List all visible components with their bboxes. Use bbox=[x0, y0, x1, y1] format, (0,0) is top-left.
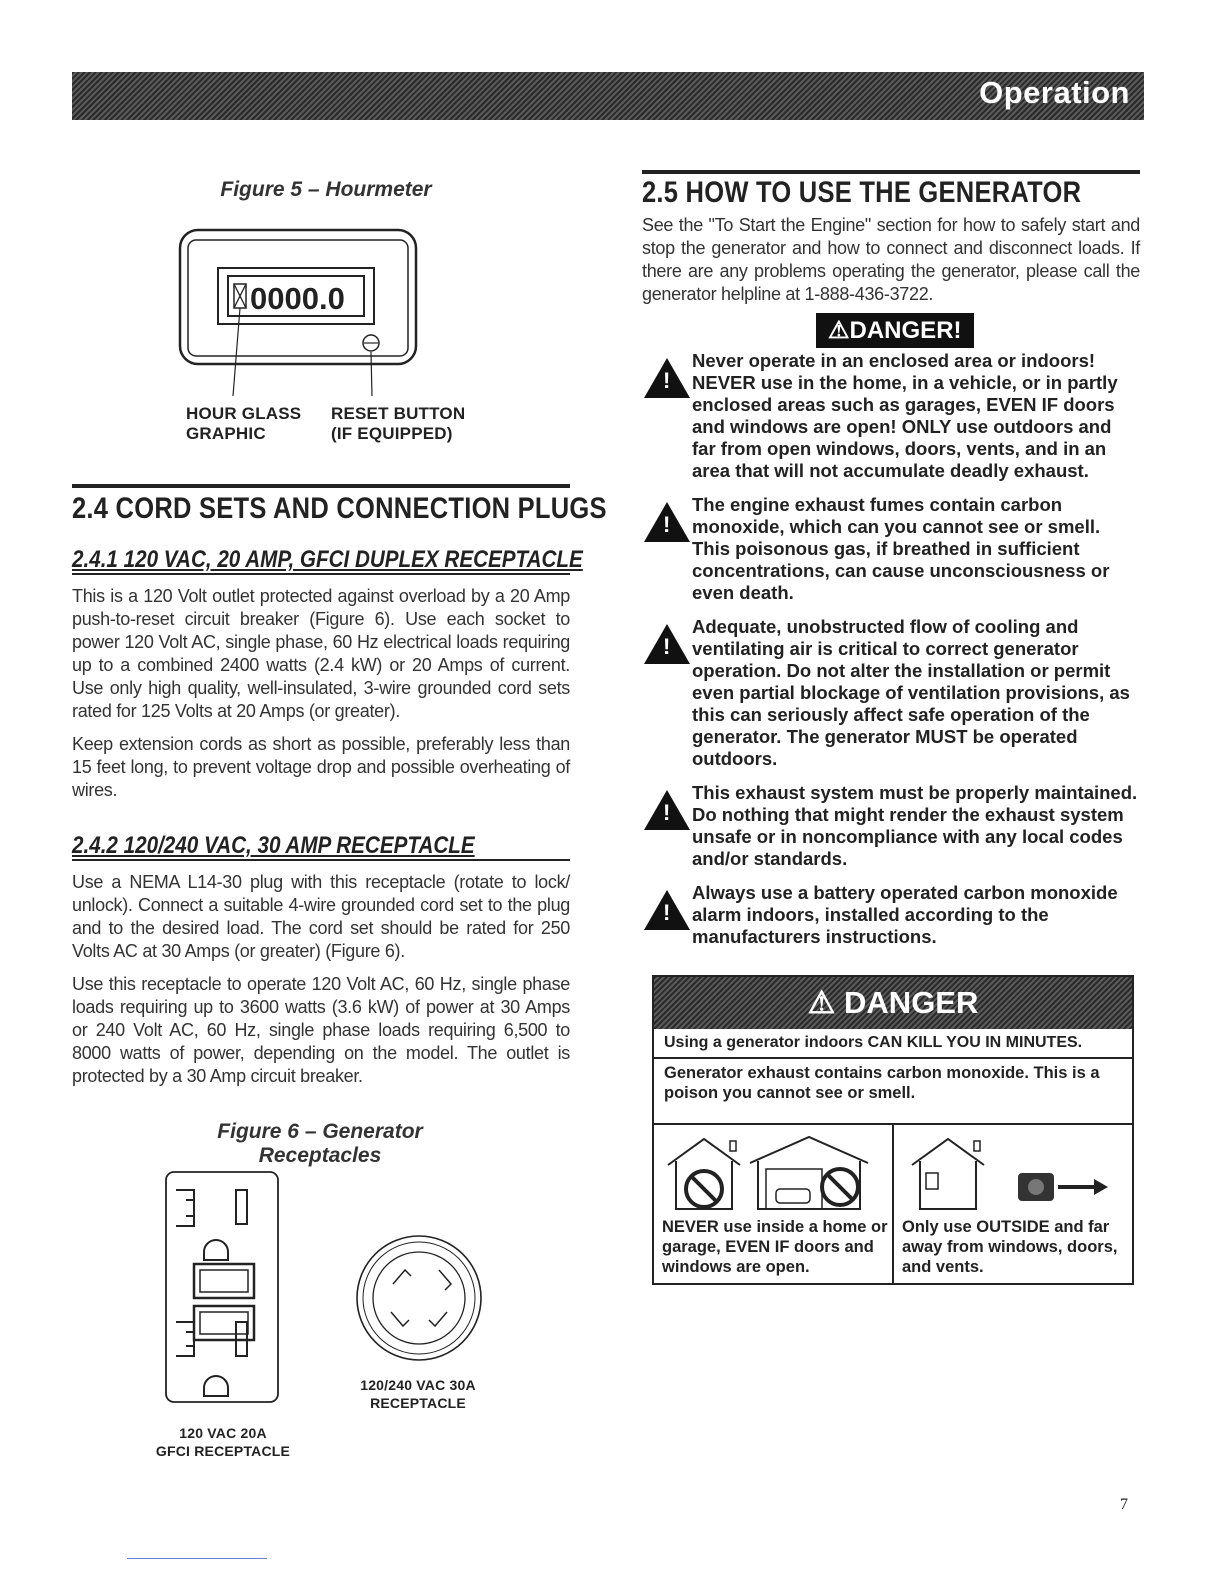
subsection-2-4-1-title: 2.4.1 120 VAC, 20 AMP, GFCI DUPLEX RECEPTACLE bbox=[72, 546, 583, 573]
section-2-5-rule bbox=[642, 170, 1140, 174]
danger-signal-label: ⚠DANGER! bbox=[816, 313, 974, 348]
subsection-2-4-1-rule bbox=[72, 573, 570, 575]
page-number: 7 bbox=[1120, 1496, 1128, 1513]
danger-box-header: ⚠ DANGER bbox=[654, 977, 1132, 1029]
warning-triangle-icon: ! bbox=[644, 624, 690, 664]
warning-triangle-icon: ! bbox=[644, 358, 690, 398]
warning-item: ! Never operate in an enclosed area or indoors! NEVER use in the home, in a vehicle, or in partly enclosed areas such as garages, EVEN IF doors and windows are open! ONLY use outdoors and far from open windows, doors, vents, and in an area that will not accumulate deadly exhaust. bbox=[644, 350, 1140, 482]
never-inside-text: NEVER use inside a home or garage, EVEN IF doors and windows are open. bbox=[662, 1218, 888, 1276]
hourmeter-display: 0000.0 bbox=[250, 281, 345, 316]
section-2-4-title: 2.4 CORD SETS AND CONNECTION PLUGS bbox=[72, 492, 607, 525]
twistlock-receptacle-illustration bbox=[353, 1232, 485, 1364]
warning-list bbox=[644, 350, 1140, 960]
reset-button-label: RESET BUTTON (IF EQUIPPED) bbox=[331, 404, 466, 443]
warning-triangle-icon: ⚠ bbox=[828, 317, 850, 344]
header-bar bbox=[72, 72, 1144, 120]
paragraph: Keep extension cords as short as possible, preferably less than 15 feet long, to prevent voltage drop and possible overheating of wires. bbox=[72, 734, 570, 800]
outside-only-text: Only use OUTSIDE and far away from windows, doors, and vents. bbox=[902, 1218, 1118, 1276]
danger-box-line1: Using a generator indoors CAN KILL YOU IN MINUTES. bbox=[664, 1034, 1083, 1051]
warning-item: ! This exhaust system must be properly maintained. Do nothing that might render the exhaust system unsafe or in noncompliance with any local codes and/or standards. bbox=[644, 782, 1140, 870]
paragraph: This is a 120 Volt outlet protected against overload by a 20 Amp push-to-reset circuit breaker (Figure 6). Use each socket to power 120 Volt AC, single phase, 60 Hz electrical loads requiring up to a combined 2400 watts (2.4 kW) or 20 Amps of current. Use only high quality, well-insulated, 3-wire grounded cord sets rated for 125 Volts at 20 Amps (or greater). bbox=[72, 586, 570, 721]
house-generator-outside-icon bbox=[908, 1133, 1118, 1213]
warning-item: ! Always use a battery operated carbon monoxide alarm indoors, installed according to the manufacturers instructions. bbox=[644, 882, 1140, 948]
paragraph: Use a NEMA L14-30 plug with this receptacle (rotate to lock/ unlock). Connect a suitable 4-wire grounded cord set to the plug and to the desired load. The cord set should be rated for 250 Volts AC at 30 Amps (or greater) (Figure 6). bbox=[72, 872, 570, 961]
danger-box-line2: Generator exhaust contains carbon monoxide. This is a poison you cannot see or smell. bbox=[664, 1064, 1100, 1102]
subsection-2-4-2-rule bbox=[72, 859, 570, 861]
warning-triangle-icon: ⚠ bbox=[807, 985, 845, 1020]
footer-rule bbox=[127, 1558, 267, 1559]
subsection-2-4-2-title: 2.4.2 120/240 VAC, 30 AMP RECEPTACLE bbox=[72, 832, 475, 859]
gfci-receptacle-illustration bbox=[164, 1170, 280, 1406]
hourmeter-illustration bbox=[176, 226, 426, 406]
paragraph: See the "To Start the Engine" section for how to safely start and stop the generator and how to connect and disconnect loads. If there are any problems operating the generator, please call the generator helpline at 1-888-436-3722. bbox=[642, 215, 1140, 304]
warning-triangle-icon: ! bbox=[644, 790, 690, 830]
twistlock-receptacle-label: 120/240 VAC 30A RECEPTACLE bbox=[360, 1377, 476, 1411]
warning-triangle-icon: ! bbox=[644, 890, 690, 930]
house-garage-prohibited-icon bbox=[664, 1133, 884, 1213]
section-2-5-title: 2.5 HOW TO USE THE GENERATOR bbox=[642, 176, 1082, 209]
figure6-caption: Figure 6 – Generator Receptacles bbox=[217, 1120, 423, 1167]
hourglass-label: HOUR GLASS GRAPHIC bbox=[186, 404, 302, 443]
warning-triangle-icon: ! bbox=[644, 502, 690, 542]
danger-safety-label bbox=[652, 975, 1134, 1285]
outside-only-panel bbox=[894, 1123, 1132, 1283]
figure5-caption: Figure 5 – Hourmeter bbox=[220, 178, 432, 201]
paragraph: Use this receptacle to operate 120 Volt AC, 60 Hz, single phase loads requiring up to 3600 watts (3.6 kW) of power at 30 Amps or 240 Volt AC, 60 Hz, single phase loads requiring 6,500 to 8000 watts of power, depending on the model. The outlet is protected by a 30 Amp circuit breaker. bbox=[72, 974, 570, 1086]
gfci-receptacle-label: 120 VAC 20A GFCI RECEPTACLE bbox=[155, 1425, 291, 1459]
page-section-title: Operation bbox=[979, 75, 1130, 110]
never-inside-panel bbox=[654, 1123, 894, 1283]
warning-item: ! Adequate, unobstructed flow of cooling and ventilating air is critical to correct generator operation. Do not alter the installation or permit even partial blockage of ventilation provisions, as this can seriously affect safe operation of the generator. The generator MUST be operated outdoors. bbox=[644, 616, 1140, 770]
section-2-4-rule bbox=[72, 484, 570, 488]
warning-item: ! The engine exhaust fumes contain carbon monoxide, which can you cannot see or smell. This poisonous gas, if breathed in sufficient concentrations, can cause unconsciousness or even death. bbox=[644, 494, 1140, 604]
